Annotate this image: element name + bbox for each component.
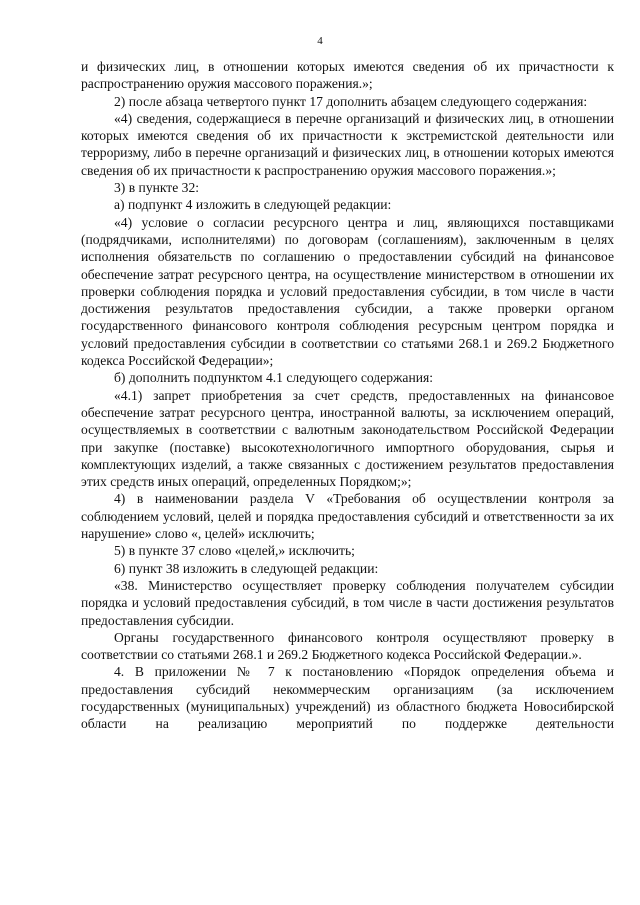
paragraph: а) подпункт 4 изложить в следующей редакции: [114, 197, 392, 213]
document-body [81, 58, 614, 733]
paragraph: «38. Министерство осуществляет проверку соблюдения получателем субсидии порядка и условий предоставления субсидий, в том числе в части достижения результатов предоставления субсидии. [81, 577, 614, 628]
paragraph: 5) в пункте 37 слово «целей,» исключить; [114, 543, 355, 559]
paragraph: 2) после абзаца четвертого пункт 17 дополнить абзацем следующего содержания: [114, 93, 588, 109]
page-number: 4 [317, 35, 323, 47]
paragraph: и физических лиц, в отношении которых имеются сведения об их причастности к распространению оружия массового поражения.»; [81, 59, 614, 92]
paragraph: 6) пункт 38 изложить в следующей редакции: [114, 560, 379, 576]
paragraph: 3) в пункте 32: [114, 180, 200, 196]
paragraph: «4.1) запрет приобретения за счет средств, предоставленных на финансовое обеспечение затрат ресурсного центра, иностранной валюты, за исключением операций, осуществляемых в соответствии с валютным законодательством Российской Федерации при закупке (поставке) высокотехнологичного импортного оборудования, сырья и комплектующих изделий, а также связанных с достижением результатов предоставления этих средств иных операций, определенных Порядком;»; [81, 387, 614, 490]
paragraph: 4) в наименовании раздела V «Требования об осуществлении контроля за соблюдением условий, целей и порядка предоставления субсидий и ответственности за их нарушение» слово «, целей» исключить; [81, 491, 614, 542]
paragraph: «4) условие о согласии ресурсного центра и лиц, являющихся поставщиками (подрядчиками, исполнителями) по договорам (соглашениям), заключенным в целях исполнения обязательств по соглашению о предоставлении субсидий на финансовое обеспечение затрат ресурсного центра, на осуществление министерством в отношении их проверки соблюдения порядка и условий предоставления субсидии, в том числе в части достижения результатов предоставления субсидии, а также проверки органом государственного финансового контроля соблюдения ресурсным центром порядка и условий предоставления субсидии в соответствии со статьями 268.1 и 269.2 Бюджетного кодекса Российской Федерации»; [81, 214, 614, 369]
paragraph: 4. В приложении № 7 к постановлению «Порядок определения объема и предоставления субсидий некоммерческим организациям (за исключением государственных (муниципальных) учреждений) из областного бюджета Новосибирской области на реализацию мероприятий по поддержке деятельности [81, 664, 614, 732]
paragraph: «4) сведения, содержащиеся в перечне организаций и физических лиц, в отношении которых имеются сведения об их причастности к экстремистской деятельности или терроризму, либо в перечне организаций и физических лиц, в отношении которых имеются сведения об их причастности к распространению оружия массового поражения.»; [81, 110, 614, 178]
paragraph: Органы государственного финансового контроля осуществляют проверку в соответствии со статьями 268.1 и 269.2 Бюджетного кодекса Российской Федерации.». [81, 629, 614, 663]
paragraph: б) дополнить подпунктом 4.1 следующего содержания: [114, 370, 434, 386]
